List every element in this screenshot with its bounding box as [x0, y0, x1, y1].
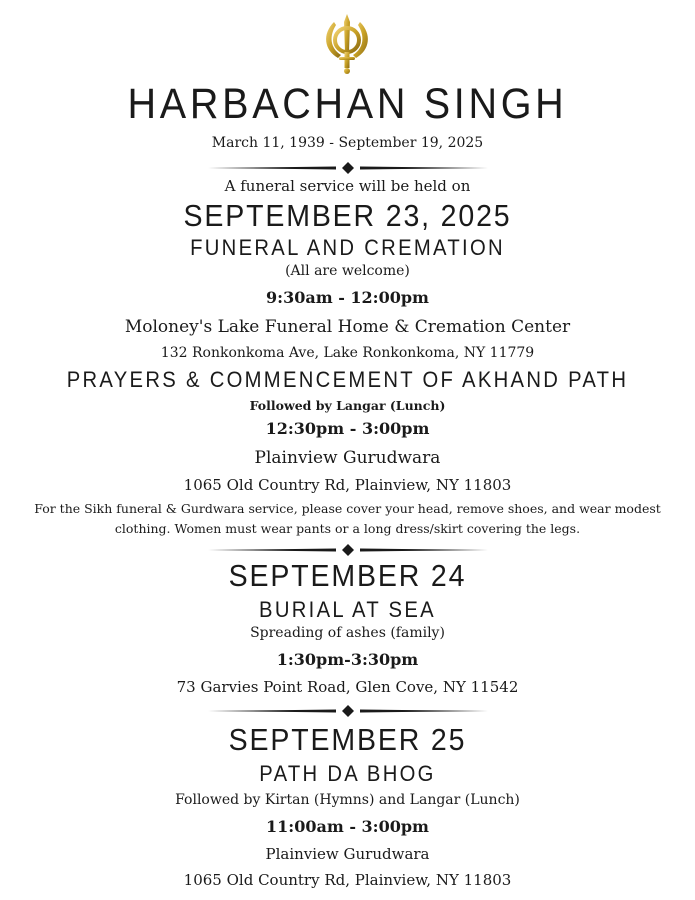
- event4-date: SEPTEMBER 25: [228, 722, 467, 757]
- event2-address: 1065 Old Country Rd, Plainview, NY 11803: [183, 476, 512, 494]
- event3-address: 73 Garvies Point Road, Glen Cove, NY 11542: [176, 678, 519, 696]
- ornamental-divider-icon: [198, 161, 498, 175]
- event1-title: FUNERAL AND CREMATION: [190, 235, 505, 260]
- event1-time: 9:30am - 12:00pm: [266, 288, 429, 307]
- event4-note: Followed by Kirtan (Hymns) and Langar (Lunch): [175, 792, 520, 808]
- deceased-name: HARBACHAN SINGH: [127, 80, 568, 128]
- event3-note: Spreading of ashes (family): [250, 625, 445, 641]
- event1-date: SEPTEMBER 23, 2025: [183, 198, 512, 233]
- event3-date: SEPTEMBER 24: [228, 558, 467, 593]
- khanda-emblem-icon: [320, 12, 374, 76]
- event3-title: BURIAL AT SEA: [259, 597, 436, 622]
- ornamental-divider-icon: [198, 543, 498, 557]
- event3-time: 1:30pm-3:30pm: [276, 650, 419, 669]
- life-dates: March 11, 1939 - September 19, 2025: [211, 135, 484, 151]
- event1-venue: Moloney's Lake Funeral Home & Cremation Center: [124, 317, 571, 337]
- service-intro: A funeral service will be held on: [224, 177, 471, 195]
- ornamental-divider-icon: [198, 704, 498, 718]
- event4-title: PATH DA BHOG: [259, 761, 436, 786]
- event2-title: PRAYERS & COMMENCEMENT OF AKHAND PATH: [66, 367, 629, 392]
- dress-code-line2: clothing. Women must wear pants or a long dress/skirt covering the legs.: [114, 521, 581, 536]
- event2-note: Followed by Langar (Lunch): [249, 398, 446, 413]
- event2-time: 12:30pm - 3:00pm: [265, 419, 430, 438]
- event2-venue: Plainview Gurudwara: [254, 448, 441, 468]
- event4-address: 1065 Old Country Rd, Plainview, NY 11803: [183, 871, 512, 889]
- dress-code-line1: For the Sikh funeral & Gurdwara service, please cover your head, remove shoes, and wear modest: [34, 501, 661, 516]
- event1-address: 132 Ronkonkoma Ave, Lake Ronkonkoma, NY 11779: [160, 345, 535, 361]
- event4-venue: Plainview Gurudwara: [265, 845, 430, 863]
- event1-note: (All are welcome): [285, 263, 410, 279]
- event4-time: 11:00am - 3:00pm: [266, 817, 429, 836]
